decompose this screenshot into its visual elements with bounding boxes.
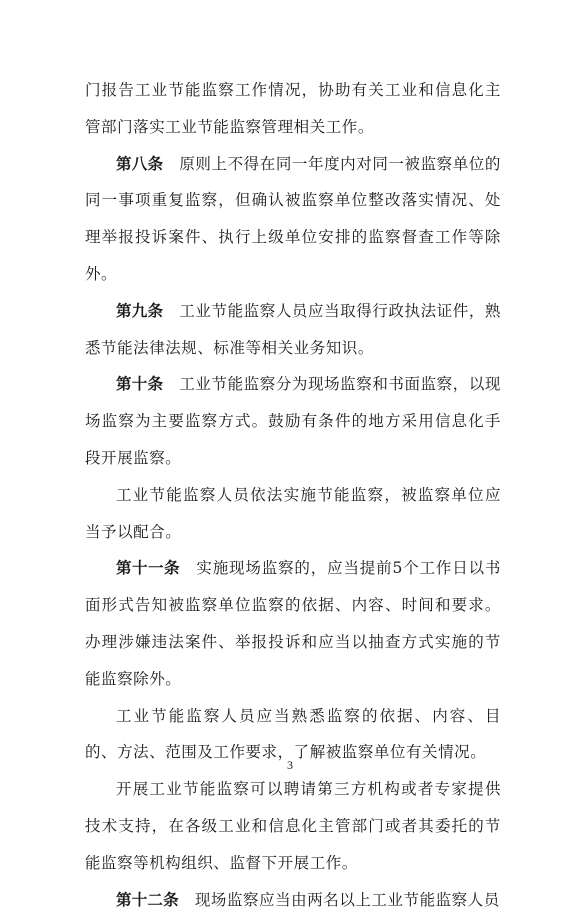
paragraph-text: 开展工业节能监察可以聘请第三方机构或者专家提供技术支持，在各级工业和信息化主管部门或者其委托的节能监察等机构组织、监督下开展工作。 xyxy=(85,780,501,872)
paragraph-text: 门报告工业节能监察工作情况，协助有关工业和信息化主管部门落实工业节能监察管理相关工作。 xyxy=(85,81,501,136)
paragraph-text: 原则上不得在同一年度内对同一被监察单位的同一事项重复监察，但确认被监察单位整改落实情况、处理举报投诉案件、执行上级单位安排的监察督查工作等除外。 xyxy=(85,154,501,283)
article-heading: 第十条 xyxy=(116,375,164,394)
paragraph-text: 工业节能监察人员应当取得行政执法证件，熟悉节能法律法规、标准等相关业务知识。 xyxy=(85,301,501,357)
paragraph-1 xyxy=(85,72,501,146)
paragraph-article-8 xyxy=(85,146,501,293)
paragraph-text: 工业节能监察人员依法实施节能监察，被监察单位应当予以配合。 xyxy=(85,485,501,541)
paragraph-article-12 xyxy=(85,882,501,918)
page-number: 3 xyxy=(287,758,293,772)
paragraph-text: 现场监察应当由两名以上工业节能监察人员 xyxy=(194,890,500,909)
paragraph-article-11 xyxy=(85,550,501,697)
paragraph-text: 工业节能监察分为现场监察和书面监察，以现场监察为主要监察方式。鼓励有条件的地方采用信息化手段开展监察。 xyxy=(85,375,501,467)
paragraph-8 xyxy=(85,771,501,881)
paragraph-article-9 xyxy=(85,293,501,367)
article-heading: 第十二条 xyxy=(116,890,179,909)
article-heading: 第九条 xyxy=(116,301,164,320)
article-heading: 第八条 xyxy=(116,154,164,173)
paragraph-text: 工业节能监察人员应当熟悉监察的依据、内容、目的、方法、范围及工作要求，了解被监察单位有关情况。 xyxy=(85,706,501,762)
article-heading: 第十一条 xyxy=(116,559,180,578)
paragraph-text: 实施现场监察的，应当提前5个工作日以书面形式告知被监察单位监察的依据、内容、时间和要求。办理涉嫌违法案件、举报投诉和应当以抽查方式实施的节能监察除外。 xyxy=(85,559,501,688)
paragraph-5 xyxy=(85,477,501,551)
paragraph-article-10 xyxy=(85,366,501,476)
document-body xyxy=(85,72,501,918)
